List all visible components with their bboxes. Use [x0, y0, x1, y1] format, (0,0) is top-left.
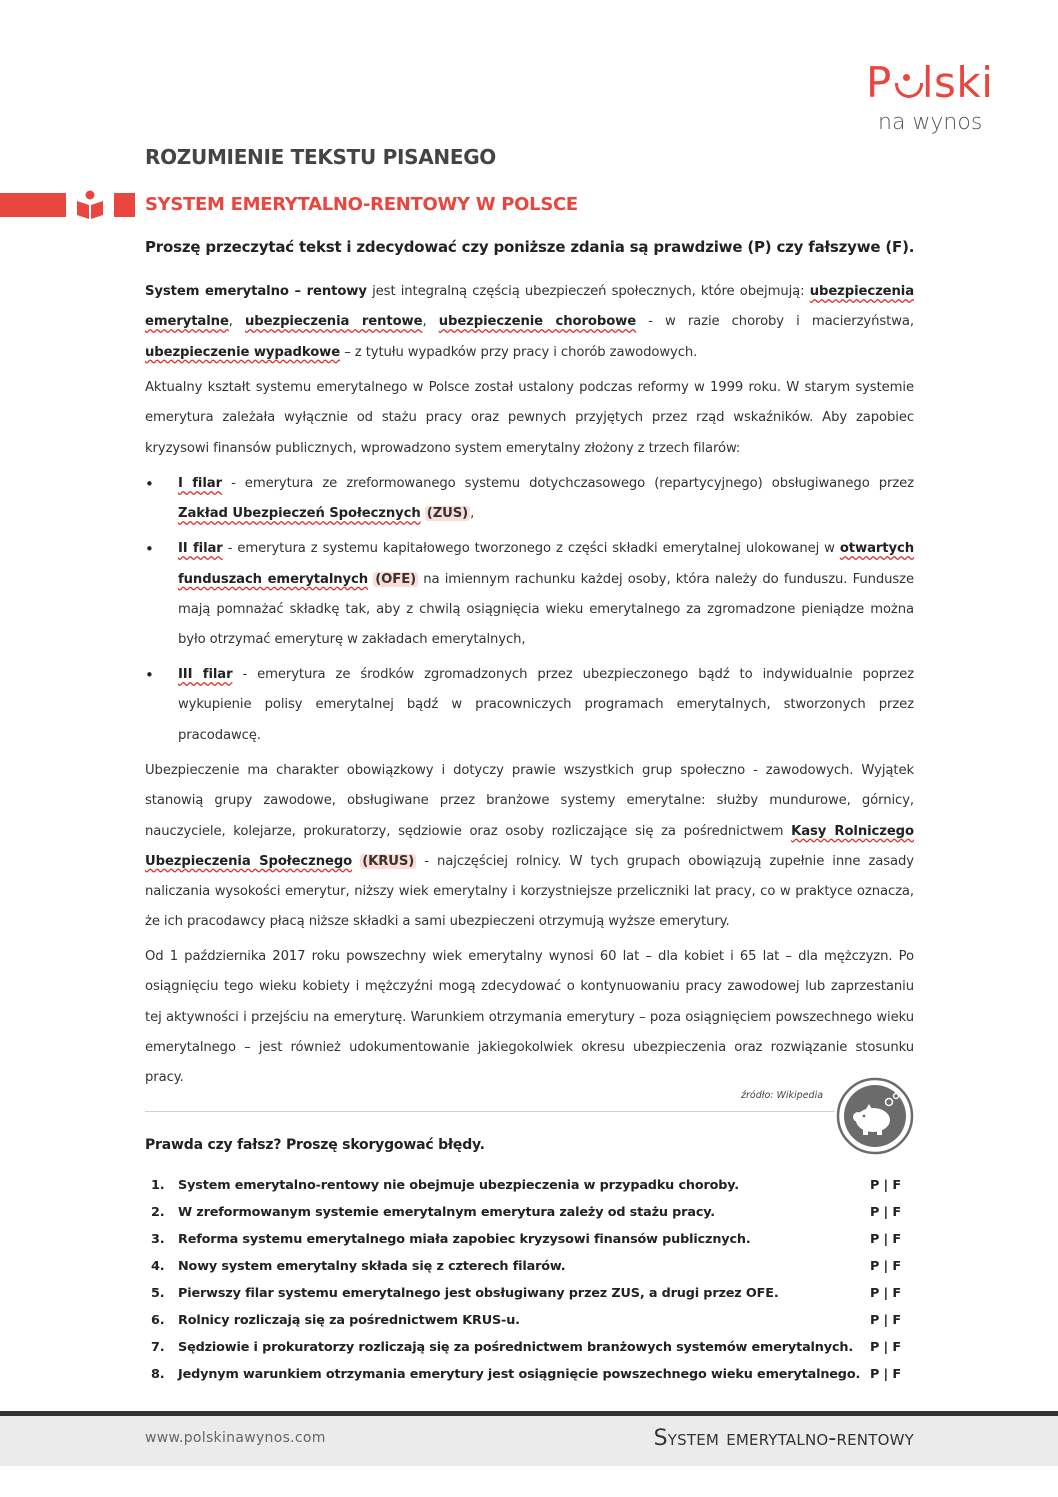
text-run: ,: [228, 314, 246, 330]
true-false-choice[interactable]: P | F: [870, 1340, 901, 1355]
abbreviation-badge: (KRUS): [362, 853, 415, 869]
pillar-label: I filar: [178, 476, 222, 491]
brand-logo: [866, 58, 1006, 138]
pillar-label: III filar: [178, 667, 233, 683]
smile-o-icon: [892, 65, 922, 99]
statement: W zreformowanym systemie emerytalnym emerytura zależy od stażu pracy.: [178, 1205, 715, 1220]
item-number: 8.: [151, 1367, 165, 1382]
true-false-choice[interactable]: P | F: [870, 1232, 901, 1247]
text-run: Ubezpieczenie ma charakter obowiązkowy i dotyczy prawie wszystkich grup społeczno - zawodowych. Wyjątek stanowią grupy zawodowe, obsługiwane przez branżowe systemy emerytalne: służby mundurowe, górnicy, nauczyciele, kolejarze, prokuratorzy, sędziowie oraz osoby rozliczające się za pośrednictwem: [145, 763, 914, 839]
accent-bar-small: [114, 193, 135, 217]
statement: Nowy system emerytalny składa się z czterech filarów.: [178, 1259, 566, 1274]
statement: System emerytalno-rentowy nie obejmuje ubezpieczenia w przypadku choroby.: [178, 1178, 740, 1193]
text-run: – z tytułu wypadków przy pracy i chorób zawodowych.: [340, 344, 698, 360]
abbreviation-badge: (ZUS): [426, 506, 469, 522]
item-number: 5.: [151, 1286, 165, 1301]
true-false-choice[interactable]: P | F: [870, 1259, 901, 1274]
item-number: 4.: [151, 1259, 165, 1274]
piggy-bank-icon: [836, 1077, 914, 1155]
text-run: - emerytura ze środków zgromadzonych przez ubezpieczonego bądź to indywidualnie poprzez wykupienie polisy emerytalnej bądź w pracowniczych programach emerytalnych, stworzonych przez pracodawcę.: [178, 667, 914, 743]
divider: [145, 1111, 835, 1112]
text-run: - emerytura ze zreformowanego systemu dotychczasowego (repartycyjnego) obsługiwanego przez: [221, 476, 914, 491]
term-link: Kasy Rolniczego Ubezpieczenia Społecznego: [145, 823, 914, 869]
text-run: ,: [470, 506, 475, 522]
footer-title: System emerytalno-rentowy: [653, 1426, 914, 1451]
term-link: ubezpieczenie chorobowe: [438, 314, 637, 330]
accent-bar: [0, 193, 66, 217]
list-item: [145, 534, 914, 655]
term-link: otwartych funduszach emerytalnych: [178, 541, 914, 587]
paragraph-3: [145, 756, 914, 938]
true-false-choice[interactable]: P | F: [870, 1367, 901, 1382]
pillars-list: [145, 469, 914, 756]
item-number: 7.: [151, 1340, 165, 1355]
item-number: 6.: [151, 1313, 165, 1328]
book-person-icon: [76, 190, 104, 220]
text-run: - w razie choroby i macierzyństwa,: [636, 314, 914, 330]
true-false-choice[interactable]: P | F: [870, 1178, 901, 1193]
item-number: 3.: [151, 1232, 165, 1247]
term-lead: System emerytalno – rentowy: [145, 284, 367, 299]
statement: Pierwszy filar systemu emerytalnego jest obsługiwany przez ZUS, a drugi przez OFE.: [178, 1286, 779, 1301]
paragraph-1: [145, 277, 914, 368]
item-number: 1.: [151, 1178, 165, 1193]
document-title: ROZUMIENIE TEKSTU PISANEGO: [145, 145, 497, 169]
statement: Sędziowie i prokuratorzy rozliczają się za pośrednictwem branżowych systemów emerytalnych.: [178, 1340, 854, 1355]
statement: Jedynym warunkiem otrzymania emerytury jest osiągnięcie powszechnego wieku emerytalnego.: [178, 1367, 861, 1382]
footer-url[interactable]: www.polskinawynos.com: [145, 1430, 326, 1446]
text-run: - najczęściej rolnicy. W tych grupach obowiązują zupełnie inne zasady naliczania wysokości emerytur, niższy wiek emerytalny i korzystniejsze przeliczniki lat pracy, co w praktyce oznacza, że ich pracodawcy płacą niższe składki a sami ubezpieczeni otrzymują wyższe emerytury.: [145, 853, 914, 930]
list-item: [145, 660, 914, 751]
quiz-item: [145, 1307, 920, 1334]
text-run: - emerytura z systemu kapitałowego tworzonego z części składki emerytalnej ulokowanej w: [222, 541, 840, 557]
term-link: Zakład Ubezpieczeń Społecznych: [178, 506, 421, 522]
statement: Reforma systemu emerytalnego miała zapobiec kryzysowi finansów publicznych.: [178, 1232, 751, 1247]
instruction: Proszę przeczytać tekst i zdecydować czy poniższe zdania są prawdziwe (P) czy fałszywe (F).: [145, 238, 915, 256]
paragraph-4: Od 1 października 2017 roku powszechny wiek emerytalny wynosi 60 lat – dla kobiet i 65 lat – dla mężczyzn. Po osiągnięciu tego wieku kobiety i mężczyźni mogą zdecydować o kontynuowaniu pracy zawodowej lub zaprzestaniu tej aktywności i przejściu na emeryturę. Warunkiem otrzymania emerytury – poza osiągnięciem powszechnego wieku emerytalnego – jest również udokumentowanie jakiegokolwiek okresu ubezpieczenia oraz rozwiązanie stosunku pracy.: [145, 949, 914, 1086]
abbreviation-badge: (OFE): [375, 571, 417, 587]
statement: Rolnicy rozliczają się za pośrednictwem KRUS-u.: [178, 1313, 520, 1328]
text-run: ,: [422, 314, 439, 330]
quiz-item: [145, 1280, 920, 1307]
source-note: źródło: Wikipedia: [741, 1090, 824, 1101]
quiz-list: [145, 1172, 920, 1388]
true-false-choice[interactable]: P | F: [870, 1313, 901, 1328]
term-link: ubezpieczenia rentowe: [245, 314, 423, 330]
footer: [0, 1416, 1058, 1466]
text-run: na imiennym rachunku każdej osoby, która należy do funduszu. Fundusze mają pomnażać składkę tak, aby z chwilą osiągnięcia wieku emerytalnego za zgromadzone pieniądze można było otrzymać emeryturę w zakładach emerytalnych,: [178, 571, 914, 648]
quiz-item: [145, 1172, 920, 1199]
item-number: 2.: [151, 1205, 165, 1220]
quiz-title: Prawda czy fałsz? Proszę skorygować błędy.: [145, 1137, 485, 1153]
term-link: ubezpieczenie wypadkowe: [145, 344, 341, 360]
brand-tagline: na wynos: [878, 110, 983, 135]
quiz-item: [145, 1361, 920, 1388]
list-item: [145, 469, 914, 530]
brand-name: P lski: [866, 58, 994, 107]
true-false-choice[interactable]: P | F: [870, 1205, 901, 1220]
quiz-item: [145, 1199, 920, 1226]
paragraph-2: Aktualny kształt systemu emerytalnego w Polsce został ustalony podczas reformy w 1999 roku. W starym systemie emerytura zależała wyłącznie od stażu pracy oraz pewnych przyjętych przez rząd wskaźników. Aby zapobiec kryzysowi finansów publicznych, wprowadzono system emerytalny złożony z trzech filarów:: [145, 380, 914, 456]
quiz-item: [145, 1226, 920, 1253]
true-false-choice[interactable]: P | F: [870, 1286, 901, 1301]
pillar-label: II filar: [178, 541, 223, 557]
quiz-item: [145, 1334, 920, 1361]
section-title: SYSTEM EMERYTALNO-RENTOWY W POLSCE: [145, 194, 578, 215]
quiz-item: [145, 1253, 920, 1280]
term-link: ubezpieczenia emerytalne: [145, 284, 914, 330]
text-run: jest integralną częścią ubezpieczeń społecznych, które obejmują:: [366, 284, 810, 299]
